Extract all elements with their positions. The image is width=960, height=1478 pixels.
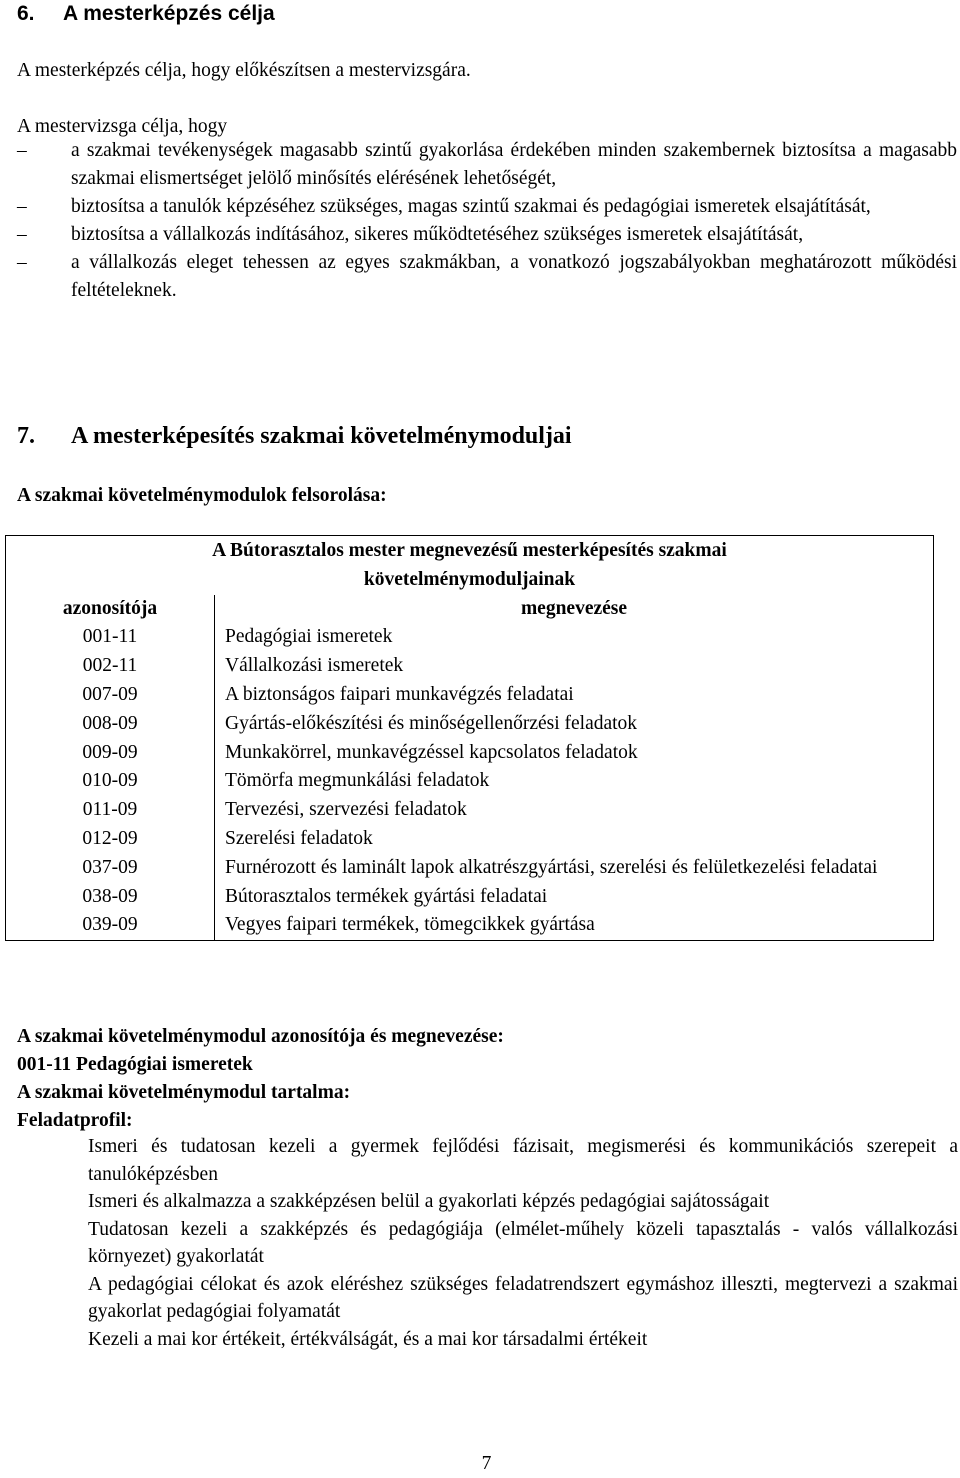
exam-goal-item [17, 221, 957, 249]
modules-list-intro: A szakmai követelménymodulok felsorolása: [17, 485, 387, 506]
exam-goal-list [17, 137, 957, 305]
column-header-name: megnevezése [520, 597, 628, 619]
table-row [6, 710, 934, 739]
page-number: 7 [481, 1453, 492, 1474]
modules-table [5, 535, 934, 941]
section-6-number: 6. [17, 2, 35, 25]
section-7-number: 7. [17, 423, 35, 449]
table-row [6, 767, 934, 796]
module-code: 002-11 [6, 652, 215, 681]
section-7-heading [17, 422, 572, 450]
exam-goal-text: a szakmai tevékenységek magasabb szintű gyakorlása érdekében minden szakembernek biztosítsa a magasabb szakmai elismertséget jelölő minősítés elérésének lehetőségét, [71, 140, 957, 189]
table-row [6, 883, 934, 912]
section-6-heading [17, 0, 275, 28]
dash-bullet: – [17, 252, 27, 273]
module-content-heading: A szakmai követelménymodul tartalma: [17, 1082, 351, 1103]
module-code: 012-09 [6, 825, 215, 854]
module-name: A biztonságos faipari munkavégzés feladatai [225, 683, 574, 705]
module-name: Vegyes faipari termékek, tömegcikkek gyártása [225, 914, 595, 936]
table-row [6, 652, 934, 681]
table-caption [6, 536, 934, 595]
module-name: Furnérozott és laminált lapok alkatrészgyártási, szerelési és felületkezelési feladatai [225, 856, 878, 878]
table-row [6, 825, 934, 854]
column-header-code: azonosítója [6, 595, 215, 624]
section-6-intro: A mesterképzés célja, hogy előkészítsen a mestervizsgára. [17, 60, 471, 81]
section-7-title: A mesterképesítés szakmai követelménymoduljai [71, 423, 572, 449]
table-caption-line: A Bútorasztalos mester megnevezésű mesterképesítés szakmai [212, 540, 727, 561]
table-row [6, 623, 934, 652]
module-code: 039-09 [6, 911, 215, 940]
dash-bullet: – [17, 140, 27, 161]
table-row [6, 796, 934, 825]
table-header-row [6, 595, 934, 624]
table-caption-line: követelménymoduljainak [363, 568, 576, 590]
module-name: Tömörfa megmunkálási feladatok [225, 770, 490, 792]
task-profile-item: Ismeri és alkalmazza a szakképzésen belül a gyakorlati képzés pedagógiai sajátosságait [88, 1191, 770, 1212]
table-row [6, 854, 934, 883]
module-name: Munkakörrel, munkavégzéssel kapcsolatos feladatok [225, 741, 638, 763]
module-code: 037-09 [6, 854, 215, 883]
task-profile-item: Tudatosan kezeli a szakképzés és pedagógiája (elmélet-műhely közeli tapasztalás - valós vállalkozási környezet) gyakorlatát [88, 1218, 958, 1267]
module-name: Bútorasztalos termékek gyártási feladatai [225, 885, 548, 907]
exam-goal-text: biztosítsa a vállalkozás indításához, sikeres működtetéséhez szükséges ismeretek elsajátítását, [71, 224, 804, 245]
task-profile-item: Ismeri és tudatosan kezeli a gyermek fejlődési fázisait, megismerési és kommunikációs szerepeit a tanulóképzésben [88, 1136, 958, 1185]
module-name: Tervezési, szervezési feladatok [225, 799, 467, 821]
table-row [6, 739, 934, 768]
task-profile-item: Kezeli a mai kor értékeit, értékválságát, és a mai kor társadalmi értékeit [88, 1328, 648, 1350]
module-code: 009-09 [6, 739, 215, 768]
exam-goal-item [17, 137, 957, 193]
task-profile-item: A pedagógiai célokat és azok eléréshez szükséges feladatrendszert egymáshoz illeszti, megtervezi a szakmai gyakorlat pedagógiai folyamatát [88, 1273, 958, 1322]
exam-goal-item [17, 249, 957, 305]
module-name: Vállalkozási ismeretek [225, 655, 404, 677]
module-name: Gyártás-előkészítési és minőségellenőrzési feladatok [225, 712, 638, 734]
module-name: Szerelési feladatok [225, 827, 373, 849]
table-row [6, 911, 934, 940]
section-6-title: A mesterképzés célja [63, 2, 275, 25]
table-row [6, 681, 934, 710]
module-code: 011-09 [6, 796, 215, 825]
exam-goal-intro: A mestervizsga célja, hogy [17, 116, 228, 137]
dash-bullet: – [17, 224, 27, 245]
module-name: Pedagógiai ismeretek [225, 626, 393, 648]
table-caption-row [6, 536, 934, 595]
exam-goal-text: biztosítsa a tanulók képzéséhez szükséges, magas szintű szakmai és pedagógiai ismeretek elsajátítását, [71, 196, 871, 217]
exam-goal-item [17, 193, 957, 221]
module-id-value: 001-11 Pedagógiai ismeretek [17, 1054, 253, 1075]
module-code: 007-09 [6, 681, 215, 710]
module-code: 001-11 [6, 623, 215, 652]
exam-goal-text: a vállalkozás eleget tehessen az egyes szakmákban, a vonatkozó jogszabályokban meghatározott működési feltételeknek. [71, 252, 957, 301]
task-profile-list [88, 1133, 958, 1353]
module-code: 010-09 [6, 767, 215, 796]
module-detail-block [17, 1023, 504, 1135]
module-code: 008-09 [6, 710, 215, 739]
module-id-heading: A szakmai követelménymodul azonosítója és megnevezése: [17, 1026, 504, 1047]
module-code: 038-09 [6, 883, 215, 912]
dash-bullet: – [17, 196, 27, 217]
task-profile-heading: Feladatprofil: [17, 1110, 133, 1131]
